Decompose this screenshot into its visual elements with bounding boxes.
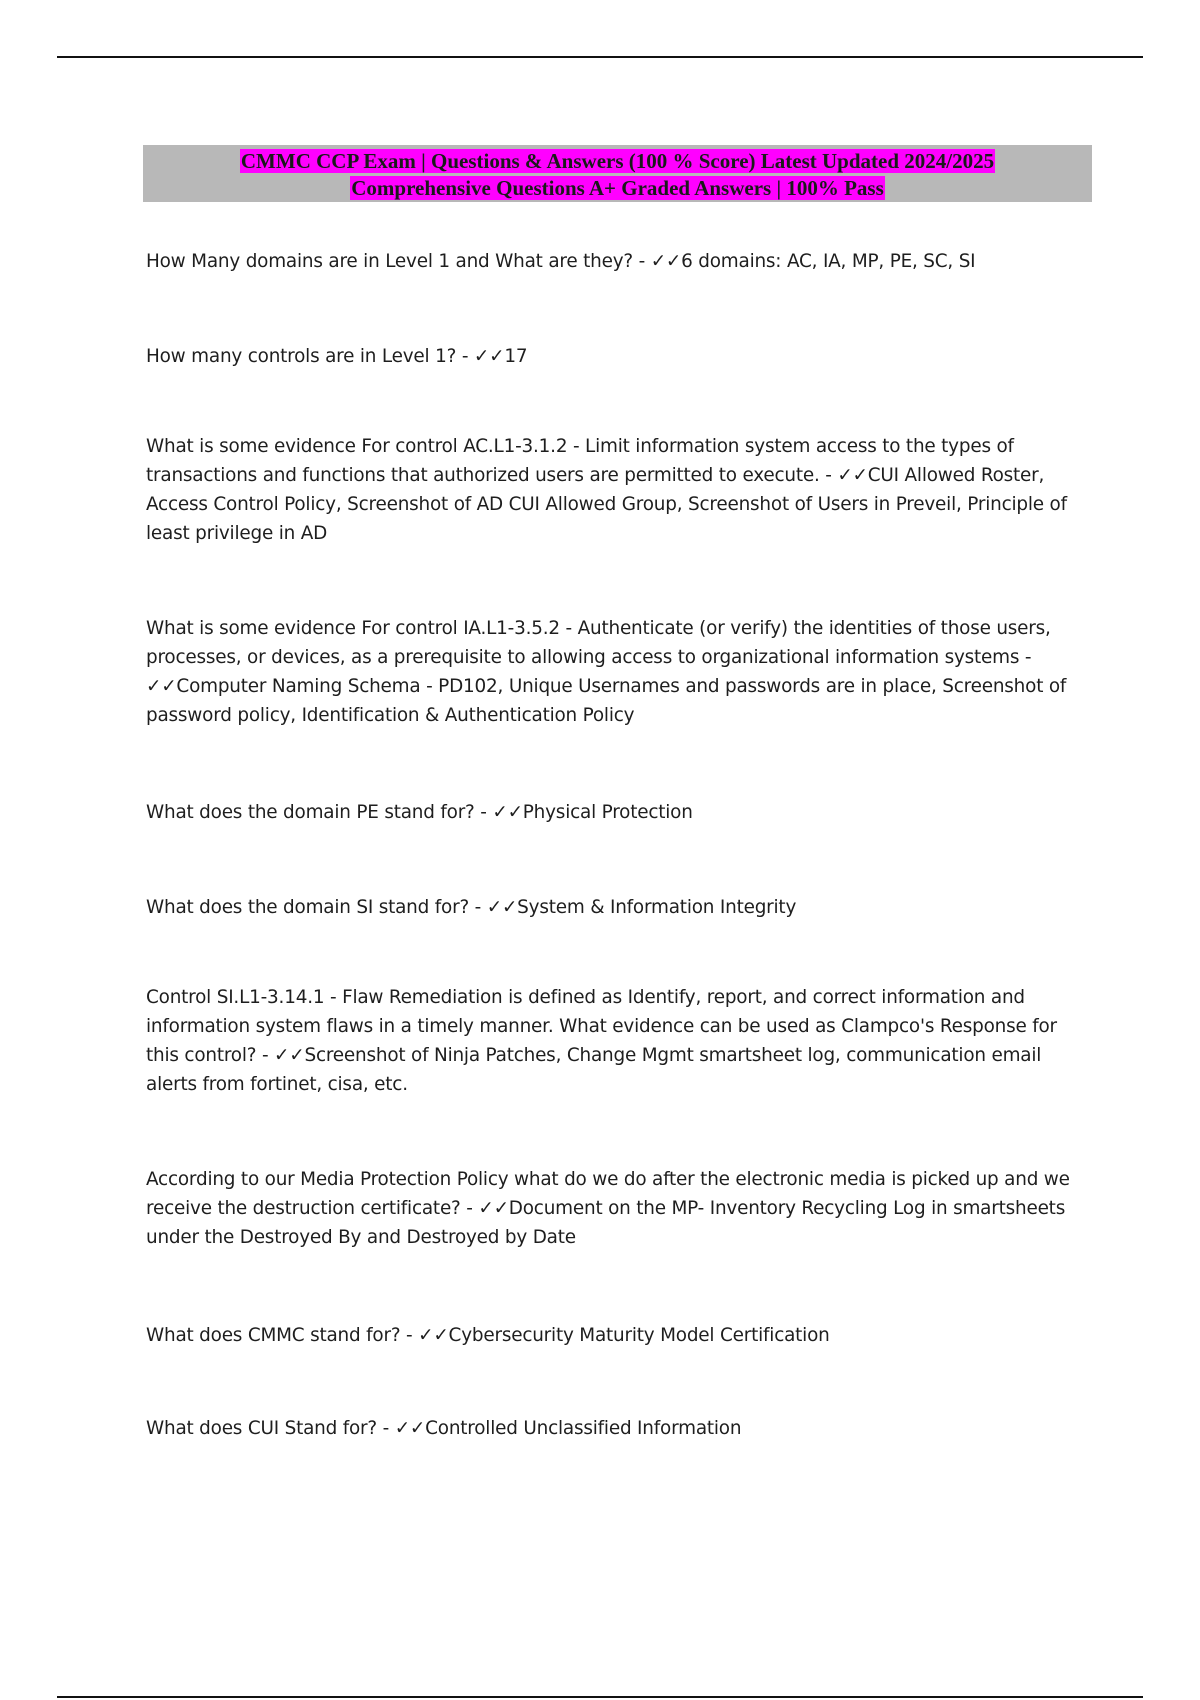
answer-text: Computer Naming Schema - PD102, Unique Usernames and passwords are in place, Screenshot of password policy, Identification & Authentication Policy (146, 676, 1067, 726)
question-text: What is some evidence For control AC.L1-3.1.2 - Limit information system access to the types of transactions and functions that authorized users are permitted to execute. (146, 436, 1014, 486)
qa-item: What does the domain SI stand for? - ✓✓System & Information Integrity (146, 897, 797, 918)
answer-text: CUI Allowed Roster, Access Control Policy, Screenshot of AD CUI Allowed Group, Screenshot of Users in Preveil, Principle of least privilege in AD (146, 465, 1067, 544)
question-text: What does the domain SI stand for? (146, 897, 470, 918)
document-title-banner (143, 145, 1092, 202)
qa-item: Control SI.L1-3.14.1 - Flaw Remediation is defined as Identify, report, and correct information and information system flaws in a timely manner. What evidence can be used as Clampco's Response for this control? - ✓✓Screenshot of Ninja Patches, Change Mgmt smartsheet log, communication email alerts from fortinet, cisa, etc. (146, 987, 1057, 1095)
answer-text: System & Information Integrity (517, 897, 797, 918)
question-text: What does the domain PE stand for? (146, 802, 475, 823)
qa-item: What is some evidence For control IA.L1-3.5.2 - Authenticate (or verify) the identities of those users, processes, or devices, as a prerequisite to allowing access to organizational information systems - ✓✓Computer Naming Schema - PD102, Unique Usernames and passwords are in place, Screenshot of password policy, Identification & Authentication Policy (146, 618, 1067, 726)
answer-text: Controlled Unclassified Information (425, 1418, 742, 1439)
qa-item: What does the domain PE stand for? - ✓✓Physical Protection (146, 802, 693, 823)
question-text: How Many domains are in Level 1 and What are they? (146, 251, 633, 272)
question-text: How many controls are in Level 1? (146, 346, 457, 367)
answer-text: Cybersecurity Maturity Model Certification (448, 1325, 830, 1346)
check-icon: ✓✓ (492, 802, 523, 823)
title-line-1: CMMC CCP Exam | Questions & Answers (100 % Score) Latest Updated 2024/2025 (240, 149, 995, 173)
answer-text: 17 (504, 346, 528, 367)
question-text: According to our Media Protection Policy what do we do after the electronic media is picked up and we receive the destruction certificate? (146, 1169, 1070, 1219)
check-icon: ✓✓ (146, 676, 177, 697)
bottom-rule (57, 1696, 1143, 1698)
check-icon: ✓✓ (837, 465, 868, 486)
qa-item: What does CUI Stand for? - ✓✓Controlled Unclassified Information (146, 1418, 742, 1439)
check-icon: ✓✓ (478, 1198, 509, 1219)
title-line-2: Comprehensive Questions A+ Graded Answers | 100% Pass (351, 176, 884, 200)
answer-text: 6 domains: AC, IA, MP, PE, SC, SI (681, 251, 976, 272)
qa-item: What is some evidence For control AC.L1-3.1.2 - Limit information system access to the types of transactions and functions that authorized users are permitted to execute. - ✓✓CUI Allowed Roster, Access Control Policy, Screenshot of AD CUI Allowed Group, Screenshot of Users in Preveil, Principle of least privilege in AD (146, 436, 1067, 544)
question-text: What does CUI Stand for? (146, 1418, 377, 1439)
answer-text: Document on the MP- Inventory Recycling Log in smartsheets under the Destroyed By and Destroyed by Date (146, 1198, 1066, 1248)
qa-item: How many controls are in Level 1? - ✓✓17 (146, 346, 528, 367)
question-text: What does CMMC stand for? (146, 1325, 401, 1346)
check-icon: ✓✓ (274, 1045, 305, 1066)
answer-text: Screenshot of Ninja Patches, Change Mgmt smartsheet log, communication email alerts from fortinet, cisa, etc. (146, 1045, 1042, 1095)
check-icon: ✓✓ (486, 897, 518, 918)
check-icon: ✓✓ (650, 251, 682, 272)
check-icon: ✓✓ (394, 1418, 426, 1439)
check-icon: ✓✓ (473, 346, 505, 367)
question-text: Control SI.L1-3.14.1 - Flaw Remediation is defined as Identify, report, and correct information and information system flaws in a timely manner. What evidence can be used as Clampco's Response for this control? (146, 987, 1057, 1066)
qa-item: What does CMMC stand for? - ✓✓Cybersecurity Maturity Model Certification (146, 1325, 830, 1346)
answer-text: Physical Protection (522, 802, 693, 823)
question-text: What is some evidence For control IA.L1-3.5.2 - Authenticate (or verify) the identities of those users, processes, or devices, as a prerequisite to allowing access to organizational information systems (146, 618, 1051, 668)
top-rule (57, 56, 1143, 58)
qa-item: How Many domains are in Level 1 and What are they? - ✓✓6 domains: AC, IA, MP, PE, SC, SI (146, 251, 976, 272)
check-icon: ✓✓ (418, 1325, 449, 1346)
qa-item: According to our Media Protection Policy what do we do after the electronic media is picked up and we receive the destruction certificate? - ✓✓Document on the MP- Inventory Recycling Log in smartsheets under the Destroyed By and Destroyed by Date (146, 1169, 1070, 1248)
